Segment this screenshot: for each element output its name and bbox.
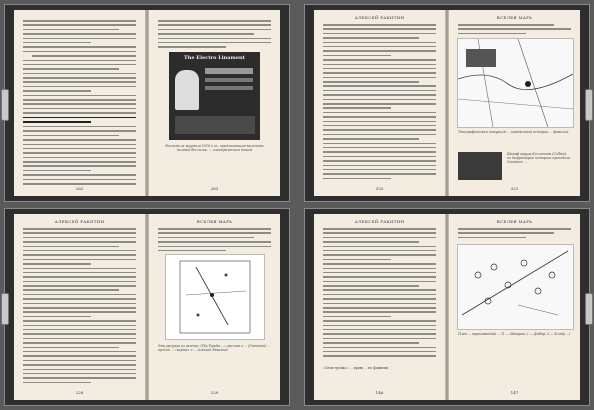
page-320: [314, 10, 445, 196]
ad-title: The Electro Linament: [184, 55, 245, 61]
page-text: [458, 24, 571, 37]
page-number: 146: [375, 390, 384, 395]
running-head: АЛЕКСЕЙ РАКИТИН: [354, 15, 405, 20]
photo-caption: Шериф округа Коллинзам (Collins), по территории которого проходила Саннтон, ...: [507, 152, 571, 165]
page-text: [158, 228, 271, 254]
map-figure: [457, 38, 574, 128]
page-147: [449, 214, 580, 400]
page-number: 263: [210, 186, 219, 191]
page-number: 229: [210, 390, 219, 395]
page-text: [23, 228, 136, 386]
sketch-figure: [165, 254, 265, 340]
advertisement-image: [169, 52, 260, 140]
ad-text: [205, 68, 253, 74]
spread-4: [304, 208, 590, 406]
figure-caption: Топографическая ситуация ... скандальной истории ... фамилий: [458, 130, 569, 134]
page-text: [158, 20, 271, 51]
spread-1: [4, 4, 290, 202]
page-321: [449, 10, 580, 196]
page-263: [149, 10, 280, 196]
figure-caption: Реклама из журнала 1910-х гг., предлагающая вылечить половое бессилие, ... электрическим током: [165, 144, 264, 153]
running-head: ВСЕЛЕЯ МАРЬ: [496, 15, 533, 20]
ad-text: [205, 78, 253, 82]
binder-clip: [585, 89, 593, 121]
ad-product-panel: [175, 116, 255, 134]
page-number: 147: [510, 390, 519, 395]
figure-portrait: [175, 70, 199, 110]
page-text: [323, 24, 436, 182]
spread-3: [4, 208, 290, 406]
footnote: «Семь-громко» ... кровь ... по фамилии: [323, 366, 389, 370]
page-number: 228: [75, 390, 84, 395]
running-head: ВСЕЛЕЯ МАРЬ: [196, 219, 233, 224]
running-head: АЛЕКСЕЙ РАКИТИН: [354, 219, 405, 224]
page-text: [458, 228, 571, 241]
sheriff-photo: [458, 152, 502, 180]
page-text: [23, 20, 136, 187]
ad-text: [205, 86, 253, 90]
binder-clip: [1, 293, 9, 325]
plan-figure: [457, 244, 574, 330]
running-head: ВСЕЛЕЯ МАРЬ: [496, 219, 533, 224]
page-number: 321: [510, 186, 519, 191]
figure-caption: План ... нарисованный ... (1 — Мазаров; 2 — Дюбар; 3 — Клэйр ...): [458, 332, 571, 336]
page-229: [149, 214, 280, 400]
page-text: [323, 228, 436, 360]
sketch-drawing: [166, 255, 264, 339]
binder-clip: [1, 89, 9, 121]
page-228: [14, 214, 145, 400]
page-146: [314, 214, 445, 400]
page-number: 262: [75, 186, 84, 191]
binder-clip: [585, 293, 593, 325]
figure-caption: Эта рисунка из газеты «The Topeka ...» рассказ о ... (Саннтон) ... проход ... «карта» о ... Алексей Ракитин: [158, 344, 271, 353]
running-head: АЛЕКСЕЙ РАКИТИН: [54, 219, 105, 224]
map-drawing: [458, 39, 573, 127]
page-number: 320: [375, 186, 384, 191]
page-262: [14, 10, 145, 196]
spread-2: [304, 4, 590, 202]
plan-drawing: [458, 245, 573, 329]
